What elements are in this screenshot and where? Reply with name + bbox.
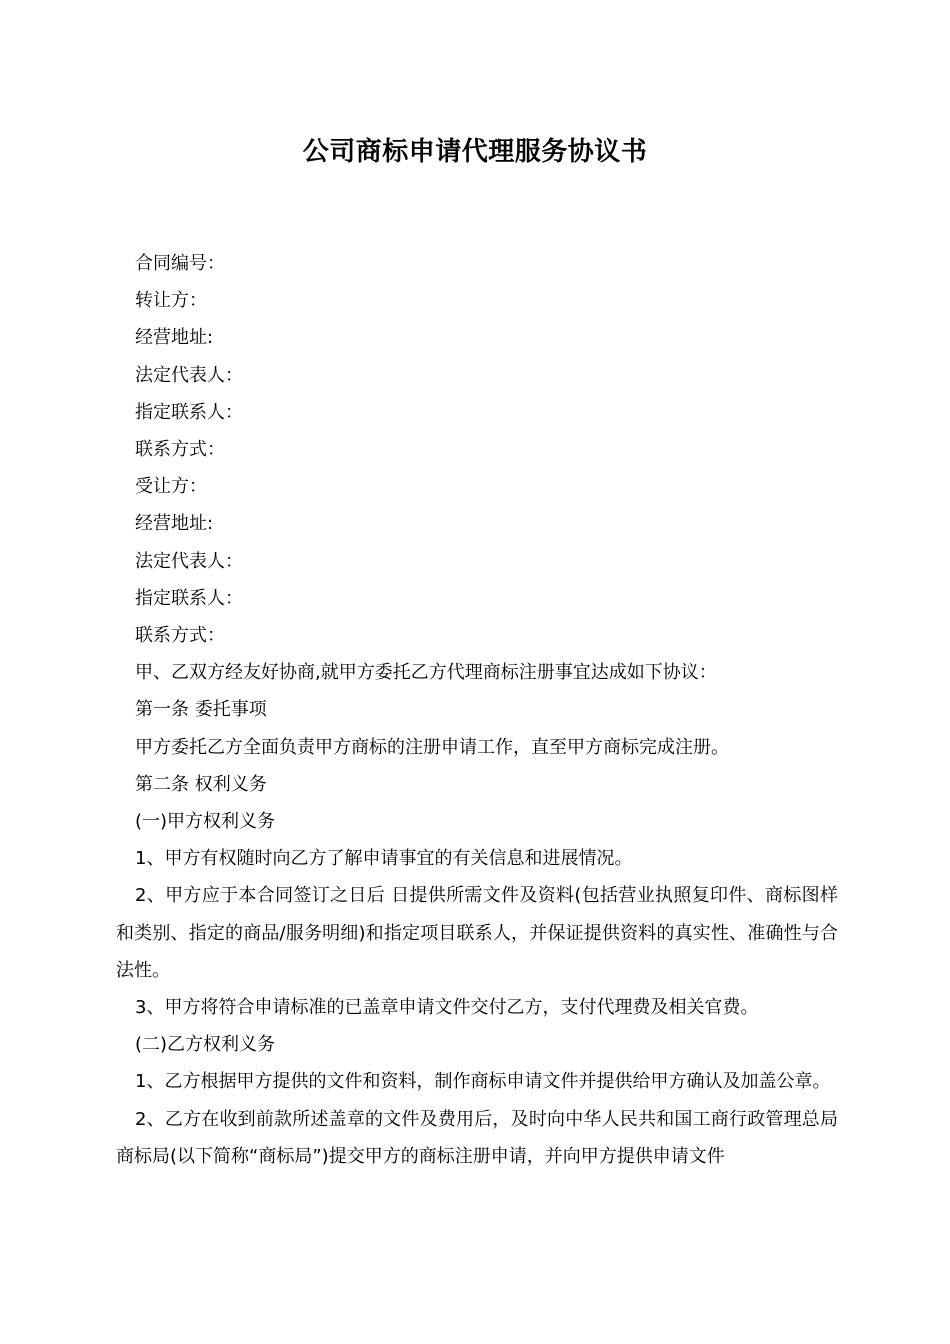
transferor-line: 转让方： [135,290,207,312]
party-b-rights-heading: (二)乙方权利义务 [135,1034,276,1056]
transferor-address-line: 经营地址: [135,327,214,349]
party-a-clause-3: 3、甲方将符合申请标准的已盖章申请文件交付乙方，支付代理费及相关官费。 [135,997,759,1019]
article-1-heading: 第一条 委托事项 [135,699,267,721]
transferor-contact-person-line: 指定联系人： [135,401,243,423]
party-a-rights-heading: (一)甲方权利义务 [135,811,276,833]
article-2-heading: 第二条 权利义务 [135,773,267,795]
party-a-clause-1: 1、甲方有权随时向乙方了解申请事宜的有关信息和进展情况。 [135,848,633,870]
document-body [116,245,838,1175]
contract-number-line: 合同编号： [135,253,225,274]
preamble-paragraph: 甲、乙双方经友好协商,就甲方委托乙方代理商标注册事宜达成如下协议： [135,662,717,684]
party-a-clause-2: 2、甲方应于本合同签订之日后 日提供所需文件及资料(包括营业执照复印件、商标图样和类别、指定的商品/服务明细)和指定项目联系人，并保证提供资料的真实性、准确性与合法性。 [116,885,838,981]
transferee-line: 受让方： [135,476,207,498]
transferee-contact-person-line: 指定联系人： [135,587,243,609]
party-b-clause-1: 1、乙方根据甲方提供的文件和资料，制作商标申请文件并提供给甲方确认及加盖公章。 [135,1071,831,1093]
transferee-address-line: 经营地址: [135,513,214,535]
transferor-contact-method-line: 联系方式： [135,439,225,461]
transferor-legal-rep-line: 法定代表人： [135,364,243,386]
party-b-clause-2: 2、乙方在收到前款所述盖章的文件及费用后，及时向中华人民共和国工商行政管理总局商标局(以下简称“商标局”)提交甲方的商标注册申请，并向甲方提供申请文件 [116,1108,838,1167]
document-title: 公司商标申请代理服务协议书 [302,137,648,167]
transferee-contact-method-line: 联系方式： [135,625,225,647]
article-1-paragraph: 甲方委托乙方全面负责甲方商标的注册申请工作，直至甲方商标完成注册。 [135,736,729,758]
transferee-legal-rep-line: 法定代表人： [135,550,243,572]
